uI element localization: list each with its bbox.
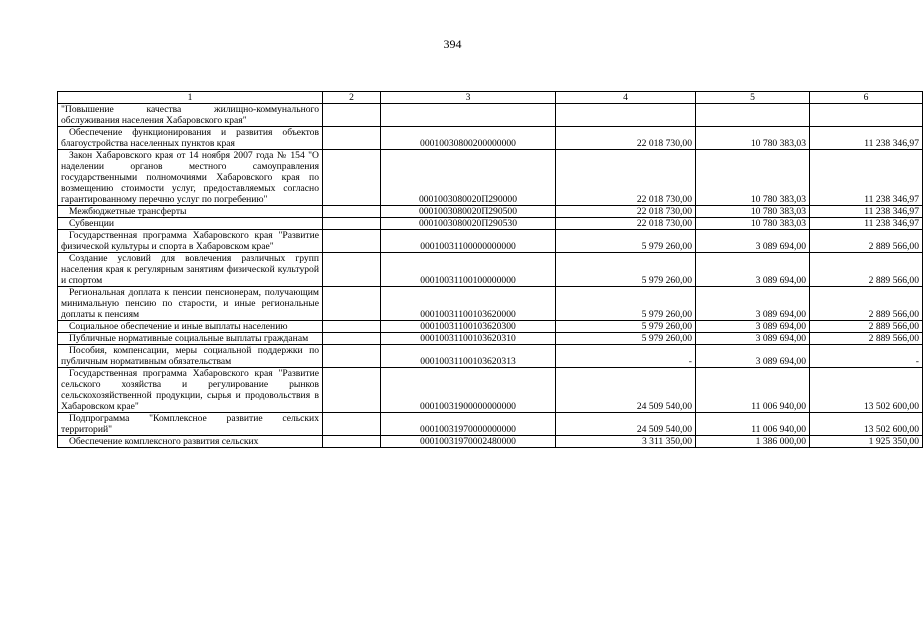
row-name-cell: Региональная доплата к пенсии пенсионерам, получающим минимальную пенсию по старости, и иные региональные доплаты к пенсиям <box>58 287 323 321</box>
row-value-col4: - <box>556 345 696 368</box>
row-name-cell: Закон Хабаровского края от 14 ноября 2007 года № 154 "О наделении органов местного самоуправления государственными полномочиями Хабаровского края по возмещению стоимости услуг, предоставляемых согласно гарантированному перечню услуг по погребению" <box>58 150 323 206</box>
row-value-col4: 22 018 730,00 <box>556 206 696 218</box>
row-value-col5: 10 780 383,03 <box>696 150 810 206</box>
row-name-cell: Обеспечение функционирования и развития объектов благоустройства населенных пунктов края <box>58 127 323 150</box>
row-col2-cell <box>323 321 381 333</box>
row-value-col4: 5 979 260,00 <box>556 230 696 253</box>
table-row <box>58 345 923 368</box>
row-name-cell: Государственная программа Хабаровского края "Развитие физической культуры и спорта в Хабаровском крае" <box>58 230 323 253</box>
row-name-cell: Субвенции <box>58 218 323 230</box>
row-value-col6: 2 889 566,00 <box>810 253 923 287</box>
row-col2-cell <box>323 413 381 436</box>
row-code-cell: 00010031970000000000 <box>381 413 556 436</box>
row-value-col4: 5 979 260,00 <box>556 287 696 321</box>
row-col2-cell <box>323 230 381 253</box>
column-header: 4 <box>556 92 696 104</box>
row-name-cell: Создание условий для вовлечения различных групп населения края к регулярным занятиям физической культурой и спортом <box>58 253 323 287</box>
row-value-col6: 2 889 566,00 <box>810 333 923 345</box>
row-value-col4: 5 979 260,00 <box>556 333 696 345</box>
row-col2-cell <box>323 287 381 321</box>
row-value-col5: 3 089 694,00 <box>696 287 810 321</box>
row-col2-cell <box>323 253 381 287</box>
column-header: 2 <box>323 92 381 104</box>
table-row <box>58 127 923 150</box>
row-value-col4: 22 018 730,00 <box>556 218 696 230</box>
row-code-cell <box>381 104 556 127</box>
row-col2-cell <box>323 436 381 448</box>
column-header: 1 <box>58 92 323 104</box>
row-col2-cell <box>323 104 381 127</box>
row-code-cell: 00010031100000000000 <box>381 230 556 253</box>
column-header: 6 <box>810 92 923 104</box>
row-name-cell: Государственная программа Хабаровского края "Развитие сельского хозяйства и регулирование рынков сельскохозяйственной продукции, сырья и продовольствия в Хабаровском крае" <box>58 368 323 413</box>
row-value-col4: 5 979 260,00 <box>556 321 696 333</box>
table-row <box>58 368 923 413</box>
row-value-col5: 11 006 940,00 <box>696 368 810 413</box>
table-row <box>58 321 923 333</box>
row-value-col6: 1 925 350,00 <box>810 436 923 448</box>
page-number: 394 <box>443 37 462 51</box>
row-value-col4: 3 311 350,00 <box>556 436 696 448</box>
row-value-col6: 11 238 346,97 <box>810 150 923 206</box>
table-row <box>58 253 923 287</box>
row-code-cell: 00010031100103620300 <box>381 321 556 333</box>
row-code-cell: 0001003080020П290000 <box>381 150 556 206</box>
row-col2-cell <box>323 218 381 230</box>
row-value-col6: - <box>810 345 923 368</box>
table-row <box>58 150 923 206</box>
row-value-col5: 3 089 694,00 <box>696 321 810 333</box>
row-value-col6: 11 238 346,97 <box>810 206 923 218</box>
row-name-cell: "Повышение качества жилищно-коммунального обслуживания населения Хабаровского края" <box>58 104 323 127</box>
column-header: 5 <box>696 92 810 104</box>
row-name-cell: Пособия, компенсации, меры социальной поддержки по публичным нормативным обязательствам <box>58 345 323 368</box>
table-header-row <box>58 92 923 104</box>
row-col2-cell <box>323 206 381 218</box>
row-code-cell: 00010031100103620000 <box>381 287 556 321</box>
row-value-col5 <box>696 104 810 127</box>
table-row <box>58 287 923 321</box>
row-value-col5: 3 089 694,00 <box>696 230 810 253</box>
row-value-col5: 3 089 694,00 <box>696 345 810 368</box>
row-value-col5: 1 386 000,00 <box>696 436 810 448</box>
row-value-col5: 10 780 383,03 <box>696 218 810 230</box>
row-value-col6: 2 889 566,00 <box>810 287 923 321</box>
table-row <box>58 206 923 218</box>
row-name-cell: Подпрограмма "Комплексное развитие сельских территорий" <box>58 413 323 436</box>
row-name-cell: Межбюджетные трансферты <box>58 206 323 218</box>
row-name-cell: Обеспечение комплексного развития сельских <box>58 436 323 448</box>
row-value-col6 <box>810 104 923 127</box>
row-code-cell: 00010031100103620313 <box>381 345 556 368</box>
row-value-col5: 10 780 383,03 <box>696 127 810 150</box>
row-value-col5: 10 780 383,03 <box>696 206 810 218</box>
row-value-col5: 3 089 694,00 <box>696 253 810 287</box>
row-name-cell: Социальное обеспечение и иные выплаты населению <box>58 321 323 333</box>
column-header: 3 <box>381 92 556 104</box>
row-value-col4 <box>556 104 696 127</box>
table-row <box>58 104 923 127</box>
row-col2-cell <box>323 127 381 150</box>
row-value-col5: 3 089 694,00 <box>696 333 810 345</box>
row-code-cell: 00010031100100000000 <box>381 253 556 287</box>
row-value-col4: 24 509 540,00 <box>556 413 696 436</box>
row-col2-cell <box>323 345 381 368</box>
row-value-col6: 11 238 346,97 <box>810 218 923 230</box>
row-value-col6: 2 889 566,00 <box>810 321 923 333</box>
row-value-col4: 22 018 730,00 <box>556 127 696 150</box>
row-code-cell: 00010030800200000000 <box>381 127 556 150</box>
row-value-col4: 22 018 730,00 <box>556 150 696 206</box>
table-row <box>58 333 923 345</box>
row-col2-cell <box>323 333 381 345</box>
row-value-col4: 5 979 260,00 <box>556 253 696 287</box>
table-row <box>58 413 923 436</box>
row-value-col6: 2 889 566,00 <box>810 230 923 253</box>
row-code-cell: 00010031970002480000 <box>381 436 556 448</box>
row-col2-cell <box>323 150 381 206</box>
row-code-cell: 00010031100103620310 <box>381 333 556 345</box>
row-code-cell: 00010031900000000000 <box>381 368 556 413</box>
row-code-cell: 0001003080020П290500 <box>381 206 556 218</box>
row-col2-cell <box>323 368 381 413</box>
row-name-cell: Публичные нормативные социальные выплаты гражданам <box>58 333 323 345</box>
row-value-col6: 11 238 346,97 <box>810 127 923 150</box>
table-row <box>58 230 923 253</box>
table-row <box>58 218 923 230</box>
row-value-col6: 13 502 600,00 <box>810 413 923 436</box>
row-code-cell: 0001003080020П290530 <box>381 218 556 230</box>
budget-table <box>57 91 923 448</box>
row-value-col6: 13 502 600,00 <box>810 368 923 413</box>
table-row <box>58 436 923 448</box>
row-value-col4: 24 509 540,00 <box>556 368 696 413</box>
row-value-col5: 11 006 940,00 <box>696 413 810 436</box>
